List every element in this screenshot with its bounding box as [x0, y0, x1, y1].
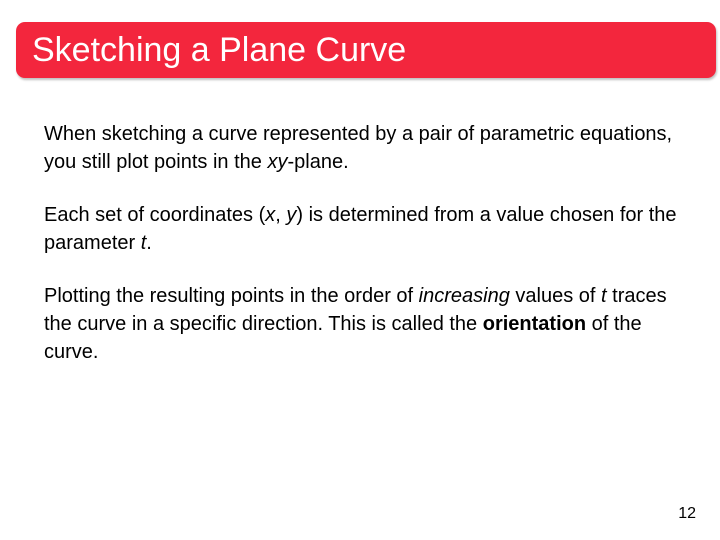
- text-segment: Plotting the resulting points in the order of: [44, 285, 419, 307]
- text-segment: of the curve.: [44, 313, 642, 363]
- bold-term-orientation: orientation: [482, 313, 587, 335]
- text-segment: ) is determined from a value chosen for the parameter: [44, 204, 677, 254]
- paragraph-1: [44, 120, 694, 176]
- paragraph-2: [44, 201, 694, 257]
- italic-segment: xy: [267, 151, 288, 173]
- text-segment: values of: [509, 285, 602, 307]
- text-segment: Each set of coordinates (: [44, 204, 266, 226]
- text-segment: .: [146, 232, 152, 254]
- italic-segment: t: [140, 232, 147, 254]
- text-segment: ,: [275, 204, 287, 226]
- italic-segment: x: [265, 204, 276, 226]
- italic-segment: increasing: [418, 285, 510, 307]
- italic-segment: t: [601, 285, 607, 307]
- paragraph-3: [44, 282, 694, 366]
- slide-title: Sketching a Plane Curve: [32, 31, 407, 69]
- text-segment: traces the curve in a specific direction. This is called the: [44, 285, 667, 335]
- text-segment: -plane.: [287, 151, 349, 173]
- italic-segment: y: [286, 204, 297, 226]
- text-segment: When sketching a curve represented by a pair of parametric equations, you still plot points in the: [44, 123, 673, 173]
- title-bar: [16, 22, 716, 78]
- page-number: 12: [678, 505, 696, 522]
